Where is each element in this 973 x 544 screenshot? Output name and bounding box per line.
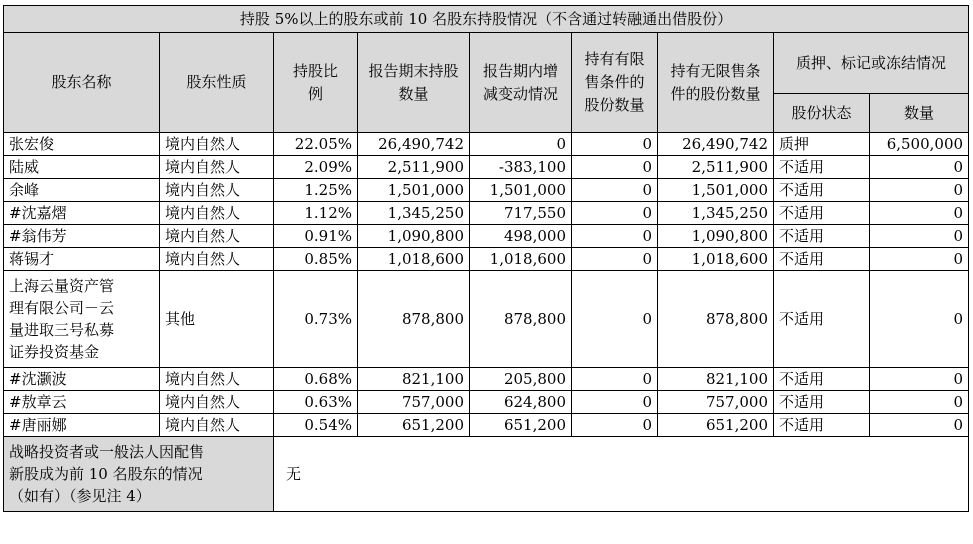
cell-name: 张宏俊	[4, 133, 160, 156]
cell-name: 陆威	[4, 156, 160, 179]
table-row	[4, 202, 969, 225]
cell-qty: 0	[870, 202, 969, 225]
cell-ratio: 0.85%	[274, 248, 358, 271]
footer-label-line: 新股成为前 10 名股东的情况	[9, 465, 203, 483]
cell-ratio: 1.12%	[274, 202, 358, 225]
fund-name-line: 证券投资基金	[9, 343, 100, 361]
cell-name: 蒋锡才	[4, 248, 160, 271]
fund-name-line: 理有限公司－云	[9, 299, 115, 317]
table-body-top	[4, 133, 969, 271]
cell-change: 498,000	[470, 225, 572, 248]
cell-fund-name	[4, 271, 160, 368]
cell-qty: 0	[870, 248, 969, 271]
cell-qty: 6,500,000	[870, 133, 969, 156]
cell-fund-restricted: 0	[572, 271, 658, 368]
cell-name: #沈灏波	[4, 368, 160, 391]
header-end-qty: 报告期末持股数量	[358, 33, 470, 133]
cell-qty: 0	[870, 225, 969, 248]
cell-name: 余峰	[4, 179, 160, 202]
cell-end-qty: 757,000	[358, 391, 470, 414]
cell-status: 不适用	[774, 414, 870, 437]
fund-name-line: 上海云量资产管	[9, 277, 115, 295]
footer-label-line: （如有）（参见注 4）	[9, 487, 151, 505]
footer-label	[4, 437, 274, 512]
cell-nature: 境内自然人	[160, 391, 274, 414]
cell-unrestricted: 651,200	[658, 414, 774, 437]
table-row	[4, 248, 969, 271]
cell-restricted: 0	[572, 156, 658, 179]
cell-change: 0	[470, 133, 572, 156]
table-row	[4, 225, 969, 248]
cell-unrestricted: 821,100	[658, 368, 774, 391]
cell-ratio: 0.91%	[274, 225, 358, 248]
cell-end-qty: 1,345,250	[358, 202, 470, 225]
cell-nature: 境内自然人	[160, 225, 274, 248]
cell-nature: 境内自然人	[160, 179, 274, 202]
cell-restricted: 0	[572, 133, 658, 156]
footer-value: 无	[274, 437, 969, 512]
cell-status: 不适用	[774, 202, 870, 225]
cell-end-qty: 26,490,742	[358, 133, 470, 156]
cell-unrestricted: 1,090,800	[658, 225, 774, 248]
cell-name: #翁伟芳	[4, 225, 160, 248]
cell-end-qty: 2,511,900	[358, 156, 470, 179]
cell-restricted: 0	[572, 391, 658, 414]
header-change: 报告期内增减变动情况	[470, 33, 572, 133]
cell-end-qty: 1,501,000	[358, 179, 470, 202]
cell-ratio: 0.54%	[274, 414, 358, 437]
cell-ratio: 1.25%	[274, 179, 358, 202]
cell-nature: 境内自然人	[160, 133, 274, 156]
cell-status: 不适用	[774, 225, 870, 248]
cell-change: 205,800	[470, 368, 572, 391]
table-row	[4, 391, 969, 414]
cell-restricted: 0	[572, 368, 658, 391]
header-unrestricted: 持有无限售条件的股份数量	[658, 33, 774, 133]
cell-unrestricted: 1,345,250	[658, 202, 774, 225]
header-pledge-qty: 数量	[870, 94, 969, 133]
cell-fund-change: 878,800	[470, 271, 572, 368]
cell-unrestricted: 1,501,000	[658, 179, 774, 202]
cell-status: 不适用	[774, 391, 870, 414]
cell-status: 不适用	[774, 368, 870, 391]
cell-fund-unrestricted: 878,800	[658, 271, 774, 368]
table-row	[4, 414, 969, 437]
cell-ratio: 0.68%	[274, 368, 358, 391]
cell-change: 651,200	[470, 414, 572, 437]
cell-end-qty: 1,018,600	[358, 248, 470, 271]
cell-nature: 境内自然人	[160, 248, 274, 271]
cell-end-qty: 651,200	[358, 414, 470, 437]
cell-status: 不适用	[774, 156, 870, 179]
cell-fund-status: 不适用	[774, 271, 870, 368]
cell-name: #沈嘉熠	[4, 202, 160, 225]
cell-restricted: 0	[572, 225, 658, 248]
cell-qty: 0	[870, 414, 969, 437]
table-row	[4, 179, 969, 202]
table-body-bottom	[4, 368, 969, 437]
cell-change: 717,550	[470, 202, 572, 225]
shareholder-table-container	[3, 5, 969, 512]
cell-ratio: 2.09%	[274, 156, 358, 179]
header-pledge-group: 质押、标记或冻结情况	[774, 33, 969, 94]
cell-ratio: 0.63%	[274, 391, 358, 414]
cell-end-qty: 1,090,800	[358, 225, 470, 248]
cell-fund-end-qty: 878,800	[358, 271, 470, 368]
cell-unrestricted: 757,000	[658, 391, 774, 414]
table-row	[4, 368, 969, 391]
header-row-1	[4, 33, 969, 94]
cell-nature: 境内自然人	[160, 202, 274, 225]
footer-row	[4, 437, 969, 512]
cell-qty: 0	[870, 179, 969, 202]
table-title-row	[4, 6, 969, 33]
cell-nature: 境内自然人	[160, 414, 274, 437]
cell-name: #唐丽娜	[4, 414, 160, 437]
table-title: 持股 5%以上的股东或前 10 名股东持股情况（不含通过转融通出借股份）	[4, 6, 969, 33]
footer-label-line: 战略投资者或一般法人因配售	[9, 443, 205, 461]
cell-nature: 境内自然人	[160, 156, 274, 179]
table-row	[4, 133, 969, 156]
cell-restricted: 0	[572, 414, 658, 437]
cell-end-qty: 821,100	[358, 368, 470, 391]
cell-status: 质押	[774, 133, 870, 156]
cell-unrestricted: 2,511,900	[658, 156, 774, 179]
cell-status: 不适用	[774, 179, 870, 202]
cell-name: #敖章云	[4, 391, 160, 414]
cell-nature: 境内自然人	[160, 368, 274, 391]
cell-change: 1,018,600	[470, 248, 572, 271]
cell-ratio: 22.05%	[274, 133, 358, 156]
header-nature: 股东性质	[160, 33, 274, 133]
shareholder-table	[3, 5, 969, 512]
header-name: 股东名称	[4, 33, 160, 133]
cell-fund-nature: 其他	[160, 271, 274, 368]
cell-change: 624,800	[470, 391, 572, 414]
cell-unrestricted: 26,490,742	[658, 133, 774, 156]
cell-change: 1,501,000	[470, 179, 572, 202]
cell-qty: 0	[870, 368, 969, 391]
cell-restricted: 0	[572, 179, 658, 202]
cell-qty: 0	[870, 156, 969, 179]
cell-status: 不适用	[774, 248, 870, 271]
table-row-fund	[4, 271, 969, 368]
cell-qty: 0	[870, 391, 969, 414]
cell-unrestricted: 1,018,600	[658, 248, 774, 271]
cell-fund-ratio: 0.73%	[274, 271, 358, 368]
cell-restricted: 0	[572, 202, 658, 225]
table-row	[4, 156, 969, 179]
header-pledge-status: 股份状态	[774, 94, 870, 133]
cell-change: -383,100	[470, 156, 572, 179]
header-ratio: 持股比例	[274, 33, 358, 133]
cell-restricted: 0	[572, 248, 658, 271]
fund-name-line: 量进取三号私募	[9, 321, 115, 339]
header-restricted: 持有有限售条件的股份数量	[572, 33, 658, 133]
cell-fund-qty: 0	[870, 271, 969, 368]
